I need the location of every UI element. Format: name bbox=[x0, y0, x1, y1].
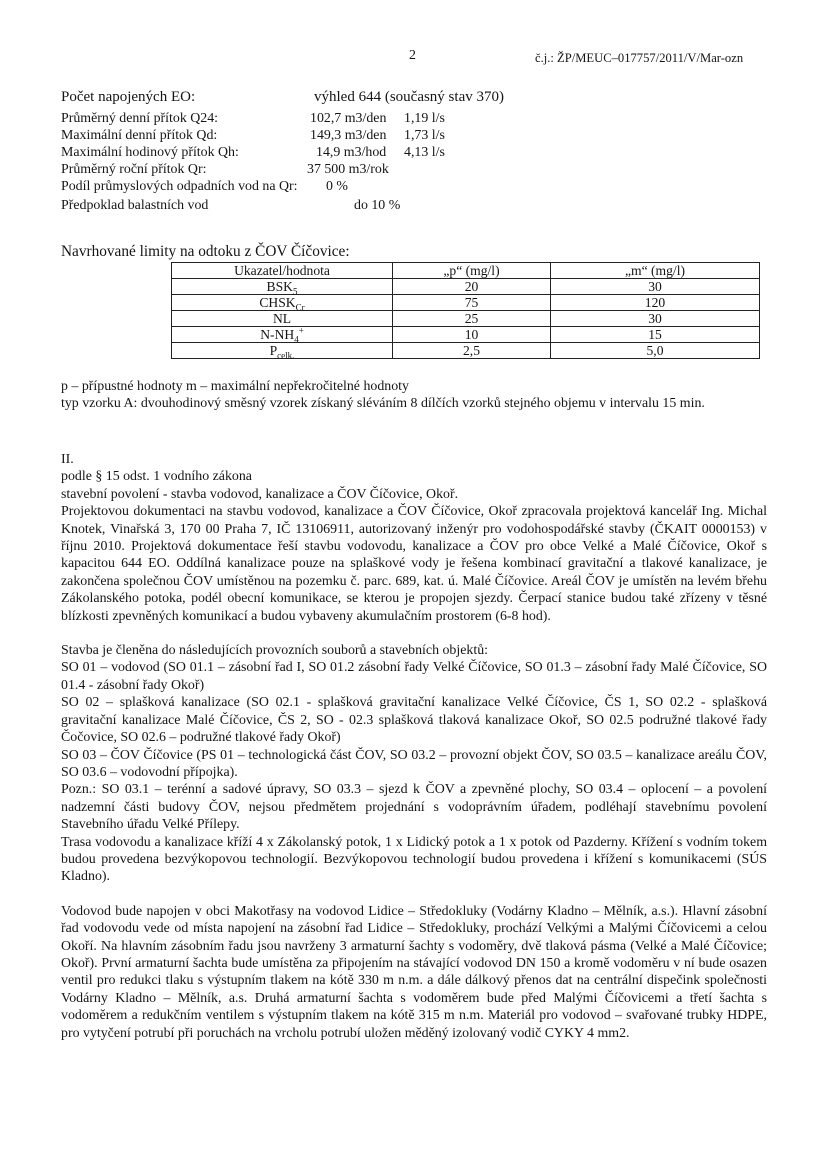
section-numeral: II. bbox=[61, 452, 74, 467]
table-row bbox=[172, 279, 760, 295]
p-value-cell: 2,5 bbox=[393, 343, 551, 359]
indicator-cell: $N-NH_4^+$ bbox=[172, 327, 393, 343]
param-value: výhled 644 (současný stav 370) bbox=[314, 89, 504, 105]
table-row bbox=[172, 343, 760, 359]
param-label: Předpoklad balastních vod bbox=[61, 198, 209, 213]
water-supply-paragraph: Vodovod bude napojen v obci Makotřasy na vodovod Lidice – Středokluky (Vodárny Kladno – Mělník, a.s.). Hlavní zásobní řad vodovodu vede od místa napojení na zásobní řad Lidice – Středokluky, prochází Velkými a Malými Číčovicemi a celou Okoří. Na hlavním zásobním řadu jsou navrženy 3 armaturní šachty s vodoměry, dvě tlaková pásma (Velké a Malé Číčovice; Okoř). První armaturní šachta bude umístěna za připojením na stávající vodovod DN 150 a kromě vodoměru v ní bude osazen ventil pro redukci tlaku s výstupním tlakem na kótě 330 m n.m. a dále dálkový přenos dat na centrální dispečink společnosti Vodárny Kladno – Mělník, a.s. Druhá armaturní šachta s vodoměrem bude před Malými Číčovicemi a třetí šachta s vodoměrem a redukčním ventilem s výstupním tlakem na kótě 315 m n.m. Materiál pro vodovod – svařované trubky HDPE, pro vytyčení potrubí při poruchách na vrcholu potrubí uložen měděný izolovaný vodič CYKY 4 mm2. bbox=[61, 903, 767, 1041]
law-reference: podle § 15 odst. 1 vodního zákona bbox=[61, 469, 252, 485]
structure-intro: Stavba je členěna do následujících provozních souborů a stavebních objektů: bbox=[61, 643, 489, 659]
param-value-secondary: 1,73 l/s bbox=[404, 128, 445, 143]
route-paragraph: Trasa vodovodu a kanalizace kříží 4 x Zákolanský potok, 1 x Lidický potok a 1 x potok od Pazderny. Křížení s vodním tokem budou provedena bezvýkopovou technologií. Bezvýkopovou technologií budou provedena i křížení s komunikacemi (SÚS Kladno). bbox=[61, 834, 767, 885]
m-value-cell: 15 bbox=[551, 327, 760, 343]
param-value: 14,9 m3/hod bbox=[316, 145, 387, 160]
table-row bbox=[172, 311, 760, 327]
param-value-secondary: 4,13 l/s bbox=[404, 145, 445, 160]
so02-paragraph: SO 02 – splašková kanalizace (SO 02.1 - splašková gravitační kanalizace Velké Číčovice, ČS 1, SO 02.2 - splašková gravitační kanalizace Malé Číčovice, ČS 2, SO - 02.3 splašková tlaková kanalizace Okoř, SO 02.5 podružné tlakové řady Čočovice, SO 02.6 – podružné tlakové řady Okoř) bbox=[61, 695, 767, 746]
param-label: Podíl průmyslových odpadních vod na Qr: bbox=[61, 179, 298, 194]
page-number: 2 bbox=[409, 48, 416, 63]
param-value: 0 % bbox=[326, 179, 348, 194]
param-value: 37 500 m3/rok bbox=[307, 162, 389, 177]
param-label: Maximální hodinový přítok Qh: bbox=[61, 145, 239, 160]
p-value-cell: 10 bbox=[393, 327, 551, 343]
m-value-cell: 30 bbox=[551, 311, 760, 327]
indicator-cell: $P_{celk.}$ bbox=[172, 343, 393, 359]
param-label: Počet napojených EO: bbox=[61, 89, 196, 105]
param-value: do 10 % bbox=[354, 198, 401, 213]
indicator-cell: NL bbox=[172, 311, 393, 327]
section-two bbox=[61, 451, 767, 1042]
column-header: Ukazatel/hodnota bbox=[172, 263, 393, 279]
so01-paragraph: SO 01 – vodovod (SO 01.1 – zásobní řad I, SO 01.2 zásobní řady Velké Číčovice, SO 01.3 – zásobní řady Malé Číčovice, SO 01.4 - zásobní řady Okoř) bbox=[61, 660, 767, 693]
param-label: Průměrný denní přítok Q24: bbox=[61, 111, 219, 126]
param-value: 149,3 m3/den bbox=[310, 128, 387, 143]
limits-heading: Navrhované limity na odtoku z ČOV Číčovice: bbox=[61, 243, 350, 260]
param-value-secondary: 1,19 l/s bbox=[404, 111, 445, 126]
limits-legend: p – přípustné hodnoty m – maximální nepřekročitelné hodnoty bbox=[61, 379, 409, 394]
column-header: „m“ (mg/l) bbox=[551, 263, 760, 279]
table-header-row bbox=[172, 263, 760, 279]
p-value-cell: 25 bbox=[393, 311, 551, 327]
project-paragraph: Projektovou dokumentaci na stavbu vodovod, kanalizace a ČOV Číčovice, Okoř zpracovala projektová kancelář Ing. Michal Knotek, Vinařská 3, 170 00 Praha 7, IČ 13106911, autorizovaný inženýr pro vodohospodářské stavby (ČKAIT 0000153) v říjnu 2010. Projektová dokumentace řeší stavbu vodovodu, kanalizace a ČOV pro obce Velké a Malé Číčovice, Okoř s kapacitou 644 EO. Oddílná kanalizace pouze na splaškové vody je řešena kombinací gravitační a tlakové kanalizace, je zakončena společnou ČOV umístěnou na pozemku č. parc. 689, kat. ú. Malé Číčovice. Areál ČOV je umístěn na levém břehu Zákolanského potoka, podél obecní komunikace, se kterou je propojen sjezdy. Čerpací stanice budou také zřízeny v těsné blízkosti zpevněných komunikací a budou vybaveny akumulačním prostorem (6-8 hod). bbox=[61, 504, 767, 624]
reference-number: č.j.: ŽP/MEUC–017757/2011/V/Mar-ozn bbox=[535, 51, 744, 65]
indicator-cell: $CHSK_{Cr}$ bbox=[172, 295, 393, 311]
column-header: „p“ (mg/l) bbox=[393, 263, 551, 279]
m-value-cell: 120 bbox=[551, 295, 760, 311]
table-row bbox=[172, 295, 760, 311]
p-value-cell: 20 bbox=[393, 279, 551, 295]
m-value-cell: 5,0 bbox=[551, 343, 760, 359]
param-label: Průměrný roční přítok Qr: bbox=[61, 162, 207, 177]
m-value-cell: 30 bbox=[551, 279, 760, 295]
limits-table bbox=[171, 262, 760, 359]
param-value: 102,7 m3/den bbox=[310, 111, 387, 126]
table-row bbox=[172, 327, 760, 343]
note-paragraph: Pozn.: SO 03.1 – terénní a sadové úpravy, SO 03.3 – sjezd k ČOV a zpevněné plochy, SO 03.4 – oplocení – a povolení nadzemní části budovy ČOV, nejsou předmětem projednání s vodoprávním úřadem, podléhají stavebnímu povolení Stavebního úřadu Velké Přílepy. bbox=[61, 782, 767, 833]
notes-block bbox=[61, 378, 767, 413]
p-value-cell: 75 bbox=[393, 295, 551, 311]
param-label: Maximální denní přítok Qd: bbox=[61, 128, 218, 143]
so03-paragraph: SO 03 – ČOV Číčovice (PS 01 – technologická část ČOV, SO 03.2 – provozní objekt ČOV, SO 03.5 – kanalizace areálu ČOV, SO 03.6 – vodovodní přípojka). bbox=[61, 747, 767, 780]
permit-title: stavební povolení - stavba vodovod, kanalizace a ČOV Číčovice, Okoř. bbox=[61, 486, 459, 502]
indicator-cell: $BSK_5$ bbox=[172, 279, 393, 295]
sample-type-note: typ vzorku A: dvouhodinový směsný vzorek získaný sléváním 8 dílčích vzorků stejného objemu v intervalu 15 min. bbox=[61, 396, 705, 412]
